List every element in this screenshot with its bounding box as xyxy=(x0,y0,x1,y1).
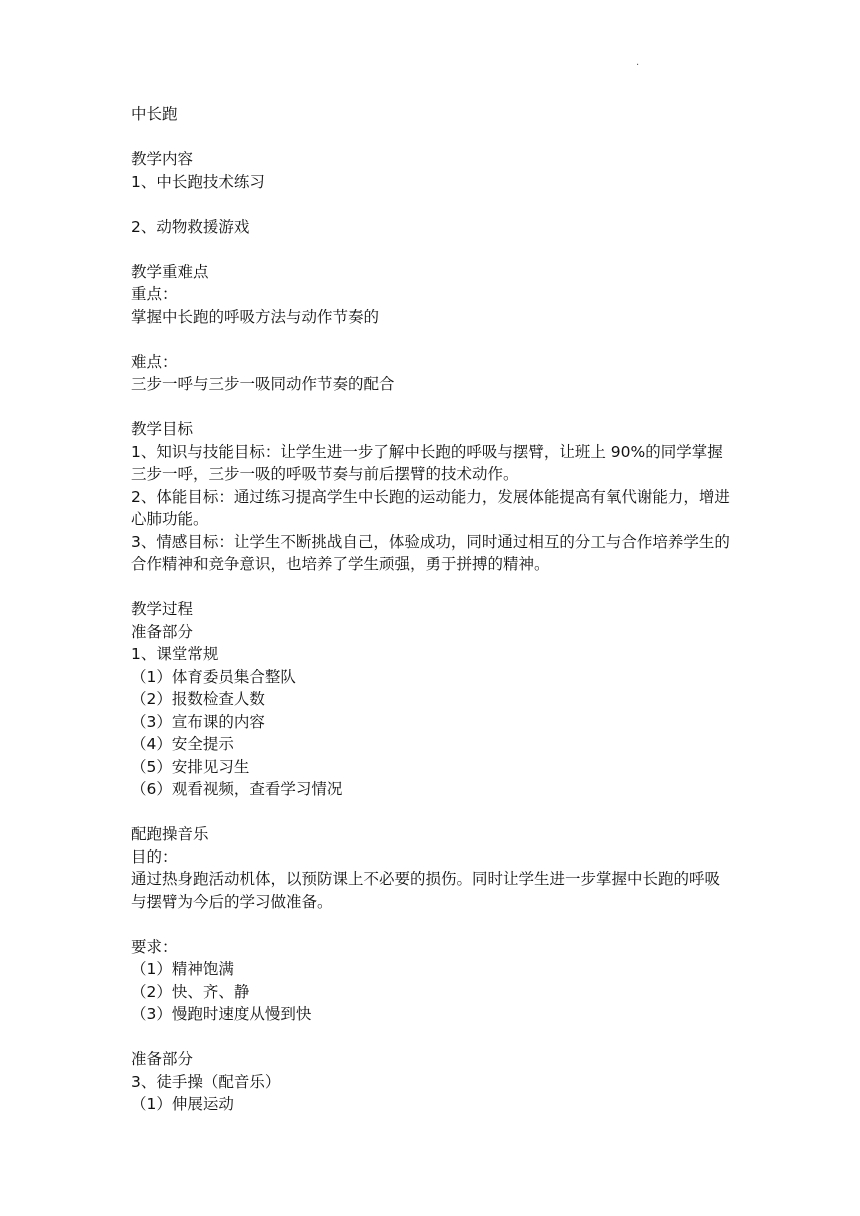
purpose-text: 通过热身跑活动机体，以预防课上不必要的损伤。同时让学生进一步掌握中长跑的呼吸与摆臂为今后的学习做准备。 xyxy=(131,870,721,911)
content-heading: 教学内容 xyxy=(131,150,194,168)
process-heading: 教学过程 xyxy=(131,600,194,618)
document-title: 中长跑 xyxy=(131,105,178,123)
routine-item: （6）观看视频，查看学习情况 xyxy=(131,780,343,798)
prep-heading-2: 准备部分 xyxy=(131,1050,194,1068)
key-point-text: 掌握中长跑的呼吸方法与动作节奏的 xyxy=(131,307,380,326)
routine-item: （2）报数检查人数 xyxy=(131,690,265,708)
music-heading: 配跑操音乐 xyxy=(131,825,209,843)
requirement-item: （3）慢跑时速度从慢到快 xyxy=(131,1005,312,1023)
difficult-point-label: 难点： xyxy=(131,352,178,371)
goal-emotion: 3、情感目标：让学生不断挑战自己，体验成功，同时通过相互的分工与合作培养学生的合作精神和竞争意识，也培养了学生顽强，勇于拼搏的精神。 xyxy=(131,532,730,573)
routine-item: （1）体育委员集合整队 xyxy=(131,667,296,686)
difficult-point-text: 三步一呼与三步一吸同动作节奏的配合 xyxy=(131,375,395,393)
routine-item: （4）安全提示 xyxy=(131,735,234,753)
goal-knowledge: 1、知识与技能目标：让学生进一步了解中长跑的呼吸与摆臂，让班上 90%的同学掌握三步一呼，三步一吸的呼吸节奏与前后摆臂的技术动作。 xyxy=(131,442,723,483)
prep-heading: 准备部分 xyxy=(131,622,194,641)
requirement-item: （1）精神饱满 xyxy=(131,960,234,978)
purpose-label: 目的： xyxy=(131,847,178,866)
exercise-item: （1）伸展运动 xyxy=(131,1095,234,1113)
routine-item: （3）宣布课的内容 xyxy=(131,712,265,731)
requirement-item: （2）快、齐、静 xyxy=(131,982,250,1001)
content-item-2: 2、动物救援游戏 xyxy=(131,217,250,236)
content-item-1: 1、中长跑技术练习 xyxy=(131,172,265,191)
routine-heading: 1、课堂常规 xyxy=(131,645,219,663)
exercise-heading: 3、徒手操（配音乐） xyxy=(131,1072,281,1091)
document-body xyxy=(131,103,731,1116)
key-point-label: 重点： xyxy=(131,285,178,303)
goals-heading: 教学目标 xyxy=(131,420,194,438)
requirement-label: 要求： xyxy=(131,937,178,956)
difficulty-heading: 教学重难点 xyxy=(131,262,209,281)
routine-item: （5）安排见习生 xyxy=(131,757,250,776)
goal-fitness: 2、体能目标：通过练习提高学生中长跑的运动能力，发展体能提高有氧代谢能力，增进心肺功能。 xyxy=(131,487,730,528)
page-mark: . xyxy=(636,57,640,68)
